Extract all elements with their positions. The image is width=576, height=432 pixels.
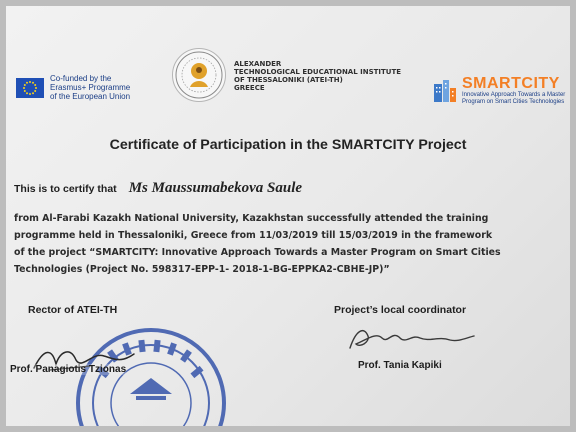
body-line: programme held in Thessaloniki, Greece from 11/03/2019 till 15/03/2019 in the framework [14, 230, 493, 241]
recipient-name: Ms Maussumabekova Saule [128, 180, 303, 196]
eu-logo-line: of the European Union [50, 92, 131, 101]
smartcity-tagline-line: Program on Smart Cities Technologies [462, 99, 565, 105]
institution-line: GREECE [234, 84, 265, 92]
body-line: from Al-Farabi Kazakh National University, Kazakhstan successfully attended the training [14, 213, 489, 224]
smartcity-logo-text [462, 76, 565, 106]
smartcity-logo-icon [432, 78, 458, 104]
institution-line: TECHNOLOGICAL EDUCATIONAL INSTITUTE [234, 68, 402, 76]
eu-logo-text [50, 74, 132, 101]
smartcity-logo [432, 76, 565, 106]
body-line: of the project “SMARTCITY: Innovative Approach Towards a Master Program on Smart Cities [14, 247, 501, 258]
eu-flag-icon [16, 78, 44, 98]
coordinator-signature-icon [342, 320, 482, 356]
smartcity-name: SMARTCITY [462, 75, 560, 92]
coordinator-title: Project’s local coordinator [334, 304, 467, 316]
smartcity-tagline [462, 92, 565, 106]
certificate-body [14, 210, 574, 278]
body-line: Technologies (Project No. 598317-EPP-1- 2018-1-BG-EPPKA2-CBHE-JP)” [14, 264, 390, 275]
institution-name [234, 48, 401, 92]
smartcity-tagline-line: Innovative Approach Towards a Master [462, 92, 566, 98]
eu-erasmus-logo [16, 74, 132, 101]
certify-label: This is to certify that [14, 183, 117, 195]
institution-seal-icon [172, 48, 226, 102]
institution-line: OF THESSALONIKI (ATEI-TH) [234, 76, 343, 84]
certify-line [14, 180, 302, 197]
institution-header [172, 48, 401, 102]
institution-line: ALEXANDER [234, 60, 282, 68]
eu-logo-line: Co-funded by the [50, 74, 112, 83]
rector-name: Prof. Panagiotis Tzionas [10, 364, 127, 375]
certificate-title: Certificate of Participation in the SMARTCITY Project [109, 137, 467, 153]
coordinator-name: Prof. Tania Kapiki [358, 360, 442, 371]
eu-logo-line: Erasmus+ Programme [50, 83, 131, 92]
rector-title: Rector of ATEI-TH [28, 304, 118, 316]
